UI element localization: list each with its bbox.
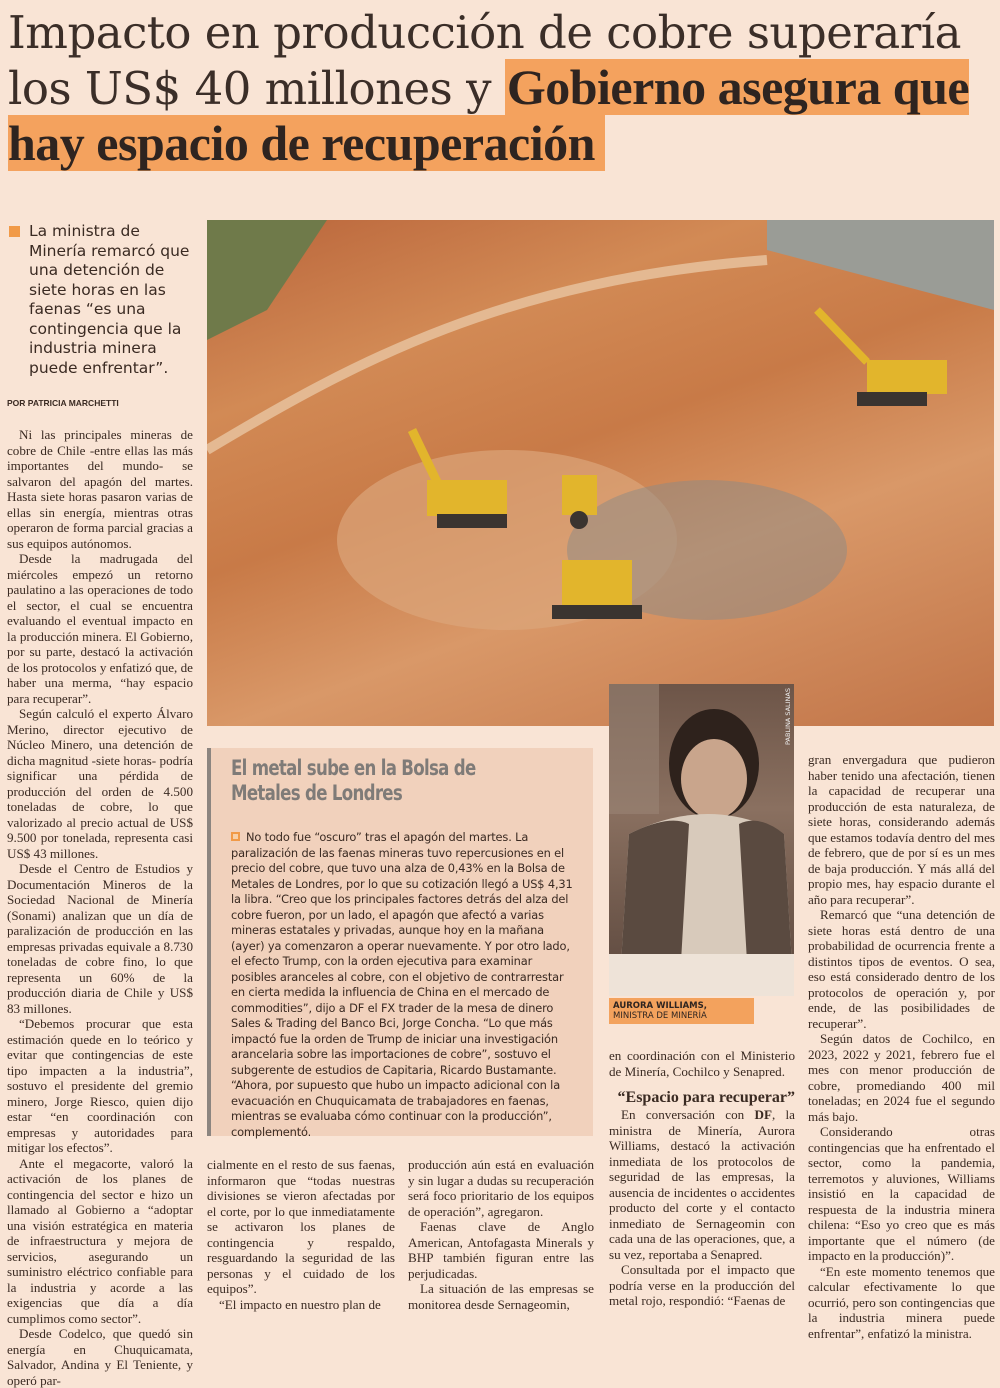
paragraph: Faenas clave de Anglo American, Antofagasta Minerals y BHP también figuran entre las perjudicadas. xyxy=(408,1219,594,1281)
subheading: “Espacio para recuperar” xyxy=(617,1089,795,1106)
paragraph: “En este momento tenemos que calcular efectivamente lo que ocurrió, pero son contingencias que la industria minera puede enfrentar”, enfatizó la ministra. xyxy=(808,1263,995,1341)
paragraph: Según datos de Cochilco, en 2023, 2022 y 2021, febrero fue el mes con menor producción de cobre, promediando 400 mil toneladas; en 2024 fue el segundo más bajo. xyxy=(808,1031,995,1124)
paragraph: Desde la madrugada del miércoles empezó un retorno paulatino a las operaciones de todo el sector, el cual se encuentra evaluando el eventual impacto en la producción minera. El Gobierno, por su parte, destacó la activación de los protocolos y enfatizó que, de haber una merma, “hay espacio para recuperar”. xyxy=(7,551,193,706)
sidebar-box-body: No todo fue “oscuro” tras el apagón del martes. La paralización de las faenas mineras tuvo repercusiones en el precio del cobre, que tuvo una alza de 0,43% en la Bolsa de Metales de Londres, por lo que su cotización llegó a US$ 4,31 la libra. “Creo que los principales factores detrás del alza del cobre fueron, por un lado, el apagón que afectó a varias mineras estatales y privadas, aunque hoy en la mañana (ayer) ya comenzaron a operar nuevamente. Y por otro lado, el efecto Trump, con la orden ejecutiva para examinar posibles aranceles al cobre, con el objetivo de contrarrestar en cierta medida la influencia de China en el mercado de commodities”, dijo a DF el FX trader de la mesa de dinero Sales & Trading del Banco Bci, Jorge Concha. “Lo que más impactó fue la orden de Trump de iniciar una investigación arancelaria sobre las importaciones de cobre”, sostuvo el subgerente de estudios de Capitaria, Ricardo Bustamante. “Ahora, por supuesto que hubo un impacto adicional con la evacuación en Chuquicamata de trabajadores en faenas, mientras se evaluaba cómo continuar con la producción”, complementó. xyxy=(231,830,573,1139)
paragraph: “El impacto en nuestro plan de xyxy=(219,1296,381,1312)
article-column-4 xyxy=(609,1048,795,1309)
headline-highlight: Gobierno asegura que hay espacio de recuperación xyxy=(8,59,970,171)
headline-main: Impacto en producción de cobre superaría los US$ 40 millones y xyxy=(8,6,961,115)
byline: POR PATRICIA MARCHETTI xyxy=(7,398,119,408)
excavator-icon xyxy=(817,310,947,406)
article-column-1 xyxy=(7,427,193,1388)
sidebar-box-metal-price xyxy=(207,748,593,1139)
paragraph: “Debemos procurar que esta estimación quede en lo teórico y evitar que contingencias de este tipo impacten a la industria”, sostuvo el presidente del gremio minero, Jorge Riesco, quien dijo estar “en coordinación con empresas y autoridades para mitigar los efectos”. xyxy=(7,1016,193,1155)
text: , la ministra de Minería, Aurora Williams, destacó la activación inmediata de los protocolos de seguridad de las empresas, la ausencia de incidentes o accidentes producto del corte y el contacto inmediato de Sernageomin con cada una de las operaciones, que, a su vez, reportaba a Senapred. xyxy=(609,1107,795,1262)
paragraph: Remarcó que “una detención de siete horas está dentro de una probabilidad de ocurrencia frente a distintos tipos de eventos. O sea, eso está considerado dentro de los protocolos de operación y, por ende, de las posibilidades de recuperar”. xyxy=(808,907,995,1031)
mine-excavation-photo xyxy=(207,220,994,726)
text: En conversación con xyxy=(621,1107,755,1122)
caption-name: AURORA WILLIAMS, xyxy=(613,1001,707,1011)
sidebar-box-title: El metal sube en la Bolsa de Metales de Londres xyxy=(231,756,476,805)
article-column-3 xyxy=(408,1157,594,1312)
portrait-illustration xyxy=(609,684,794,996)
paragraph: Considerando otras contingencias que ha enfrentado el sector, como la pandemia, terremotos y aluviones, Williams insistió en la capacidad de respuesta de la industria minera chilena: “Eso yo creo que es más importante que el número (de impacto en la producción)”. xyxy=(808,1124,995,1263)
paragraph: gran envergadura que pudieron haber tenido una afectación, tienen la capacidad de recuperar una producción de esta naturaleza, de siete horas, considerando además que estamos todavía dentro del mes de febrero, que de por sí es un mes de baja producción. Y más allá del propio mes, hay espacio durante el año para recuperar”. xyxy=(808,752,995,907)
haul-road xyxy=(207,260,767,450)
vegetation xyxy=(207,220,327,340)
orange-square-bullet-icon xyxy=(231,832,240,841)
bulldozer-icon xyxy=(552,560,642,619)
orange-square-bullet-icon xyxy=(9,226,20,237)
paragraph xyxy=(609,1107,795,1262)
article-column-5 xyxy=(808,752,995,1341)
lead-text: La ministra de Minería remarcó que una detención de siete horas en las faenas “es una contingencia que la industria minera puede enfrentar”. xyxy=(29,222,190,377)
paragraph: cialmente en el resto de sus faenas, informaron que “todas nuestras divisiones se vieron afectadas por el corte, por lo que inmediatamente se activaron los planes de contingencia y respaldo, resguardando la seguridad de las personas y el cuidado de los equipos”. xyxy=(207,1157,395,1296)
minister-portrait-photo xyxy=(609,684,794,996)
mine-scene-illustration xyxy=(207,220,994,726)
paragraph: Ni las principales mineras de cobre de Chile -entre ellas las más importantes del mundo- se salvaron del apagón del martes. Hasta siete horas pasaron varias de ellas sin energía, mientras otras operaron de forma parcial gracias a sus equipos autónomos. xyxy=(7,427,193,551)
paragraph: Ante el megacorte, valoró la activación de los planes de contingencia del sector e hizo un llamado al Gobierno a “adoptar una visión estratégica en materia de infraestructura y mejora de servicios, asegurando un suministro eléctrico confiable para la industria y acorde a las exigencias que día a día cumplimos como sector”. xyxy=(7,1155,193,1326)
lead-summary xyxy=(7,222,197,378)
caption-role: MINISTRA DE MINERÍA xyxy=(613,1011,707,1021)
paragraph: en coordinación con el Ministerio de Minería, Cochilco y Senapred. xyxy=(609,1048,795,1079)
paragraph: La situación de las empresas se monitorea desde Sernageomin, xyxy=(408,1281,594,1312)
paragraph: Según calculó el experto Álvaro Merino, director ejecutivo de Núcleo Minero, una detención de dicha magnitud -siete horas- podría significar una pérdida de producción del orden de 4.500 toneladas de cobre, lo que valorizado al precio actual de US$ 9.500 por tonelada, representa casi US$ 43 millones. xyxy=(7,706,193,861)
publication-name: DF xyxy=(754,1107,772,1122)
paragraph: Desde el Centro de Estudios y Documentación Mineros de la Sociedad Nacional de Minería (Sonami) analizan que un día de paralización de producción en las empresas privadas equivale a 8.730 toneladas de cobre fino, lo que representa un 60% de la producción diaria de Chile y US$ 83 millones. xyxy=(7,861,193,1016)
paragraph: Desde Codelco, que quedó sin energía en Chuquicamata, Salvador, Andina y El Teniente, y operó par- xyxy=(7,1326,193,1388)
photo-credit: PABLINA SALINAS xyxy=(784,688,792,745)
article-column-2 xyxy=(207,1157,395,1312)
photo-caption xyxy=(609,998,754,1024)
paragraph: producción aún está en evaluación y sin lugar a dudas su recuperación será foco prioritario de los equipos de operación”, agregaron. xyxy=(408,1157,594,1219)
headline xyxy=(8,6,998,172)
paragraph: Consultada por el impacto que podría verse en la producción del metal rojo, respondió: “Faenas de xyxy=(609,1262,795,1308)
retaining-wall xyxy=(767,220,994,310)
